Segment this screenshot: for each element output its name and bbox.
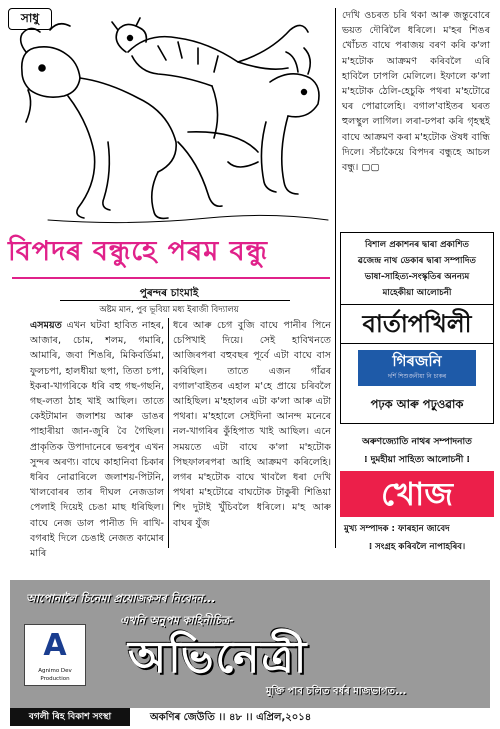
khoj-editor: মুখ্য সম্পাদক : ফাৰহান জাবেদ xyxy=(344,524,450,534)
khoj-editor-name: ফাৰহান জাবেদ xyxy=(397,524,450,534)
story-column-3 xyxy=(342,8,490,232)
film-ad-line-1: আপোনালৈ চিনেমা প্ৰযোজকসৰ নিবেদন... xyxy=(26,592,216,605)
khoj-top-line-1: অৰুণজ্যোতি নাথৰ সম্পাদনাত xyxy=(362,437,472,447)
story-col1-text: এখন ঘটবা হাবিত নাহৰ, আজাৰ, চোম, শলম, গমাৰি, আমাৰি, জবা শিঙৰি, মিকিবৰ্ডিমা, ফুলচপা, হালধীয়া ছপা, তিতা চপা, ইকৰা-খাগৰিকে ধৰি বহু গছ-গছনি, গছ-লতা ঠাহ খাই আছিল। তাতে কেইটামান জলাশয় আৰু ডাঙৰ পাহাৰীয়া জান-জুৰি বৈ গৈছিল। প্ৰাকৃতিক উপাদানেৰে ভৰপুৰ এখন সুন্দৰ অৰণ্য। বাঘে কাহানিবা চিকাৰ ধৰিব নোৱাৰিলে জলাশয়-পিটনি, খালবোৰৰ তাৰ দীঘল নেজডাল পেলাই দিয়েই চেঙা মাছ ধৰিছিল। বাঘে নেজ ডাল পানীত দি ৰাখি-বগৰাই দিলে চেঙাই নেজত কামোৰ মাৰি xyxy=(30,320,164,560)
khoj-editor-label: মুখ্য সম্পাদক xyxy=(344,524,389,534)
vartapakhili-line-4: মাহেকীয়া আলোচনী xyxy=(382,288,452,298)
story-column-1 xyxy=(30,318,164,560)
column-divider-2 xyxy=(335,8,336,548)
story-lead: এসময়ত xyxy=(30,320,62,331)
khoj-logo: খোজ xyxy=(340,471,494,517)
vartapakhili-ad xyxy=(340,232,494,424)
girajoni-badge xyxy=(358,350,476,386)
column-divider-1 xyxy=(168,318,169,548)
end-marks: ▢▢ xyxy=(358,162,380,174)
vartapakhili-line-3: ভাষা-সাহিত্য-সংস্কৃতিৰ অনন্যম xyxy=(364,272,470,282)
story-author: পুৰন্দৰ চাংমাই xyxy=(139,287,199,299)
production-logo xyxy=(24,624,86,686)
production-logo-text: Agnimo Dev Production xyxy=(38,668,72,682)
khoj-top-line-2: ⁞ দুমহীয়া সাহিত্য আলোচনী ⁞ xyxy=(364,455,470,465)
footer-magazine: অকণিৰ জেউতি xyxy=(150,712,215,723)
cartoon-illustration xyxy=(8,12,330,232)
production-logo-letter: A xyxy=(43,628,67,663)
film-title: অভিনেত্ৰী xyxy=(128,632,309,683)
vartapakhili-line-1: বিশাল প্ৰকাশনৰ দ্বাৰা প্ৰকাশিত xyxy=(364,240,469,250)
footer-info: অকণিৰ জেউতি ।। ৪৮ ।। এপ্ৰিল,২০১৪ xyxy=(150,712,312,723)
film-ad xyxy=(10,580,490,708)
film-tagline: মুক্তি পাব চলিত বৰ্ষৰ মাজভাগত... xyxy=(266,686,407,697)
girajoni-sub: দৰ্শি শিশুজনীয়া নি চাকৰ xyxy=(387,373,447,380)
story-column-2: ধৰে আৰু চেগ বুজি বাঘে পানীৰ পিনে চেপিখাই দিয়ে। সেই হাবিখনতে আজিৰপৰা বহুবছৰ পূৰ্বে এটা বাঘে বাস কৰিছিল। তাতে এজন গাঁৱৰ বগাল'বাইতৰ এহাল ম'হে প্ৰায়ে চৰিবলৈ আহিছিল। ম'হহালৰ এটা ক'লা আৰু এটা পথৰা। ম'হহালে সেইদিনা আনন্দ মনেৰে নল-খাগৰিৰ কুঁহিপাত খাই আছিল। এনে সময়তে এটা বাঘে ক'লা ম'হটোক পিছফালৰপৰা আহি আক্ৰমণ কৰিলেহি। লগৰ ম'হটোক বাঘে খাবলৈ ধৰা দেখি পথৰা ম'হটোৱে বাঘটোক টাকুৰী শিঙিয়া শিং দুটাই খুঁচিবলৈ ধৰিলে। ম'হ আৰু বাঘৰ যুঁজ xyxy=(173,320,331,529)
author-rule xyxy=(60,300,290,301)
vartapakhili-slogan: পঢ়ক আৰু পঢ়ুওৱাক xyxy=(370,397,464,411)
khoj-footer-text: সংগ্ৰহ কৰিবলৈ নাপাহৰিব। xyxy=(375,542,466,552)
story-tag: সাধু xyxy=(20,11,40,25)
khoj-ad xyxy=(340,434,494,552)
story-byline: অষ্টম মান, পুব ভূবিয়া মধ্য ইৰাজী বিদ্যালয় xyxy=(99,304,239,314)
title-underline xyxy=(12,277,330,279)
story-title: বিপদৰ বন্ধুহে পৰম বন্ধু xyxy=(8,236,269,267)
story-col3-text: দেখি ওচৰত চৰি থকা আৰু জন্তুবোৰে ভয়ত দৌৰিলৈ ধৰিলে। ম'হৰ শিঙৰ খোঁচত বাঘে পৰাজয় বৰণ কৰি ক'লা ম'হটোক আক্ৰমণ কৰিবলৈ এৰি হাবিলৈ ঢাপলি মেলিলে। ইফালে ক'লা ম'হটোক ঠেলি-হেচুকি পথৰা ম'হটোৱে ঘৰ পোৱালেহি। বগাল'বাইতৰ ঘৰত হুলস্থুল লাগিল। লৰা-ঢপৰা কৰি গৃহস্থই বাঘে আক্ৰমণ কৰা ম'হটোক ঔষধ বান্ধি দিলে। সঁচাকৈয়ে বিপদৰ বন্ধুহে আচল বন্ধু। xyxy=(342,10,490,174)
girajoni-title: গিৰজনি xyxy=(392,352,442,370)
vartapakhili-line-2: ৱজেন্দ্ৰ নাথ ডেকাৰ দ্বাৰা সম্পাদিত xyxy=(358,256,476,266)
film-ad-line-2: এখনি অনুপম কাহিনীচিত্ৰ- xyxy=(120,614,234,627)
footer-date: এপ্ৰিল,২০১৪ xyxy=(256,712,312,723)
publisher-name: বগলী ৰিহ বিকাশ সংস্থা xyxy=(10,708,130,726)
khoj-footer: ⁞ সংগ্ৰহ কৰিবলৈ নাপাহৰিব। xyxy=(368,542,466,552)
khoj-top-line-2-text: দুমহীয়া সাহিত্য আলোচনী xyxy=(370,455,464,465)
footer-issue: ৪৮ xyxy=(228,712,242,723)
vartapakhili-logo: বাৰ্তাপখিলী xyxy=(341,304,493,344)
